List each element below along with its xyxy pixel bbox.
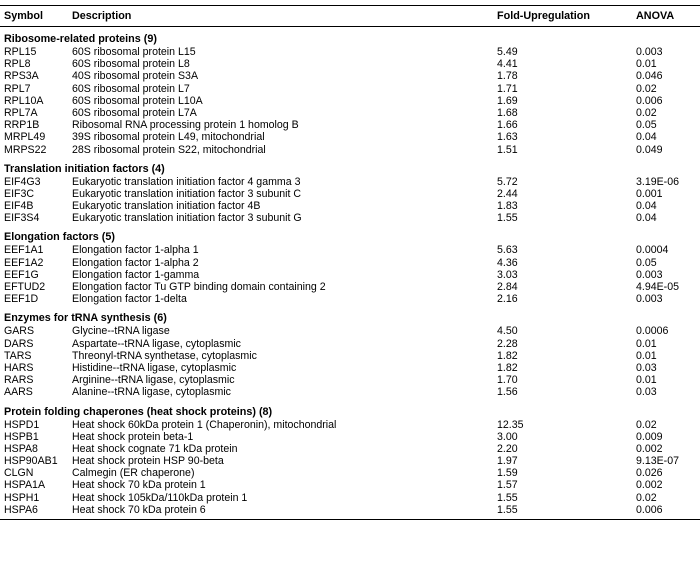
cell-description: 60S ribosomal protein L10A xyxy=(72,94,203,107)
table-row xyxy=(0,144,700,156)
cell-symbol: HSPA8 xyxy=(4,442,38,455)
cell-anova: 0.003 xyxy=(636,46,663,58)
cell-symbol: RPL15 xyxy=(4,46,37,58)
cell-symbol: RPL8 xyxy=(4,58,31,71)
cell-symbol: EEF1G xyxy=(4,268,39,281)
table-row xyxy=(0,479,700,491)
table-row xyxy=(0,107,700,119)
cell-anova: 0.0004 xyxy=(636,244,669,257)
cell-anova: 0.046 xyxy=(636,70,663,83)
cell-description: Heat shock 60kDa protein 1 (Chaperonin), mitochondrial xyxy=(72,418,337,431)
cell-anova: 0.002 xyxy=(636,442,663,455)
table-row xyxy=(0,443,700,455)
section-heading xyxy=(0,310,700,325)
table-row xyxy=(0,200,700,212)
table-body xyxy=(0,31,700,516)
cell-description: Threonyl-tRNA synthetase, cytoplasmic xyxy=(72,349,257,362)
cell-fold-upregulation: 1.70 xyxy=(497,374,518,387)
cell-anova: 0.026 xyxy=(636,467,663,480)
cell-anova: 0.01 xyxy=(636,374,657,387)
cell-fold-upregulation: 1.55 xyxy=(497,491,518,504)
table-row xyxy=(0,257,700,269)
cell-description: Heat shock 70 kDa protein 6 xyxy=(72,503,206,516)
cell-description: 60S ribosomal protein L8 xyxy=(72,58,190,71)
table-row xyxy=(0,244,700,256)
table-row xyxy=(0,95,700,107)
cell-anova: 0.003 xyxy=(636,268,663,281)
cell-symbol: HSPA1A xyxy=(4,479,46,492)
cell-description: Arginine--tRNA ligase, cytoplasmic xyxy=(72,374,235,387)
cell-symbol: DARS xyxy=(4,337,34,350)
cell-fold-upregulation: 1.59 xyxy=(497,467,518,480)
table-row xyxy=(0,431,700,443)
cell-anova: 0.01 xyxy=(636,337,657,350)
header-description: Description xyxy=(72,10,132,22)
cell-fold-upregulation: 4.50 xyxy=(497,325,518,338)
table-row xyxy=(0,293,700,305)
cell-fold-upregulation: 12.35 xyxy=(497,418,524,431)
cell-fold-upregulation: 1.51 xyxy=(497,143,518,156)
cell-anova: 0.002 xyxy=(636,479,663,492)
cell-symbol: RARS xyxy=(4,374,34,387)
cell-anova: 0.04 xyxy=(636,131,657,144)
cell-fold-upregulation: 2.20 xyxy=(497,442,518,455)
cell-symbol: AARS xyxy=(4,386,33,399)
cell-symbol: HARS xyxy=(4,361,34,374)
cell-fold-upregulation: 2.28 xyxy=(497,337,518,350)
cell-description: Elongation factor 1-delta xyxy=(72,293,187,306)
table-row xyxy=(0,70,700,82)
cell-symbol: EFTUD2 xyxy=(4,281,46,293)
table-row xyxy=(0,350,700,362)
cell-symbol: EIF4B xyxy=(4,200,34,213)
cell-description: Heat shock protein beta-1 xyxy=(72,430,194,443)
table-row xyxy=(0,492,700,504)
cell-description: Elongation factor Tu GTP binding domain containing 2 xyxy=(72,281,326,293)
table-row xyxy=(0,419,700,431)
cell-description: 60S ribosomal protein L15 xyxy=(72,46,196,58)
cell-fold-upregulation: 3.00 xyxy=(497,430,518,443)
cell-symbol: EIF3C xyxy=(4,187,35,200)
cell-anova: 0.003 xyxy=(636,293,663,306)
section-heading xyxy=(0,31,700,46)
cell-fold-upregulation: 1.69 xyxy=(497,94,518,107)
cell-description: 28S ribosomal protein S22, mitochondrial xyxy=(72,143,266,156)
cell-description: Ribosomal RNA processing protein 1 homolog B xyxy=(72,119,299,132)
cell-anova: 0.001 xyxy=(636,187,663,200)
cell-description: Aspartate--tRNA ligase, cytoplasmic xyxy=(72,337,241,350)
cell-fold-upregulation: 1.78 xyxy=(497,70,518,83)
table-row xyxy=(0,176,700,188)
cell-anova: 0.05 xyxy=(636,119,657,132)
cell-anova: 9.13E-07 xyxy=(636,455,679,468)
cell-symbol: RRP1B xyxy=(4,119,40,132)
cell-description: Histidine--tRNA ligase, cytoplasmic xyxy=(72,361,237,374)
cell-description: 60S ribosomal protein L7 xyxy=(72,82,190,95)
cell-symbol: EEF1D xyxy=(4,293,39,306)
cell-anova: 0.049 xyxy=(636,143,663,156)
cell-description: Heat shock protein HSP 90-beta xyxy=(72,455,224,468)
cell-symbol: EIF4G3 xyxy=(4,175,41,188)
cell-symbol: MRPL49 xyxy=(4,131,46,144)
cell-fold-upregulation: 1.55 xyxy=(497,212,518,225)
cell-fold-upregulation: 1.68 xyxy=(497,106,518,119)
cell-fold-upregulation: 1.82 xyxy=(497,361,518,374)
cell-anova: 4.94E-05 xyxy=(636,281,679,293)
cell-description: Glycine--tRNA ligase xyxy=(72,325,170,338)
cell-fold-upregulation: 1.66 xyxy=(497,119,518,132)
table-row xyxy=(0,119,700,131)
cell-anova: 0.006 xyxy=(636,94,663,107)
section-title: Translation initiation factors (4) xyxy=(4,162,165,175)
cell-symbol: RPL7 xyxy=(4,82,31,95)
table-row xyxy=(0,281,700,293)
cell-fold-upregulation: 1.97 xyxy=(497,455,518,468)
cell-fold-upregulation: 1.83 xyxy=(497,200,518,213)
table-row xyxy=(0,362,700,374)
cell-description: Heat shock cognate 71 kDa protein xyxy=(72,442,238,455)
section-heading xyxy=(0,404,700,419)
table-row xyxy=(0,386,700,398)
table-row xyxy=(0,374,700,386)
cell-description: Heat shock 105kDa/110kDa protein 1 xyxy=(72,491,248,504)
cell-fold-upregulation: 4.36 xyxy=(497,256,518,269)
section-heading xyxy=(0,229,700,244)
cell-anova: 3.19E-06 xyxy=(636,175,679,188)
cell-anova: 0.02 xyxy=(636,418,657,431)
cell-anova: 0.02 xyxy=(636,106,657,119)
section-title: Ribosome-related proteins (9) xyxy=(4,33,157,45)
table-row xyxy=(0,504,700,516)
cell-fold-upregulation: 1.63 xyxy=(497,131,518,144)
cell-description: Eukaryotic translation initiation factor 4 gamma 3 xyxy=(72,175,301,188)
table-row xyxy=(0,338,700,350)
cell-symbol: RPL10A xyxy=(4,94,44,107)
cell-fold-upregulation: 1.82 xyxy=(497,349,518,362)
cell-description: Calmegin (ER chaperone) xyxy=(72,467,195,480)
cell-symbol: HSPD1 xyxy=(4,418,40,431)
cell-fold-upregulation: 1.57 xyxy=(497,479,518,492)
cell-anova: 0.02 xyxy=(636,491,657,504)
table-row xyxy=(0,325,700,337)
cell-symbol: HSPA6 xyxy=(4,503,38,516)
cell-description: Elongation factor 1-alpha 1 xyxy=(72,244,199,257)
cell-description: Eukaryotic translation initiation factor 3 subunit C xyxy=(72,187,302,200)
cell-description: 40S ribosomal protein S3A xyxy=(72,70,199,83)
cell-symbol: EEF1A2 xyxy=(4,256,44,269)
cell-fold-upregulation: 2.44 xyxy=(497,187,518,200)
cell-fold-upregulation: 1.71 xyxy=(497,82,518,95)
cell-description: 39S ribosomal protein L49, mitochondrial xyxy=(72,131,265,144)
cell-description: Eukaryotic translation initiation factor 4B xyxy=(72,200,261,213)
cell-description: Elongation factor 1-alpha 2 xyxy=(72,256,199,269)
cell-symbol: RPL7A xyxy=(4,106,38,119)
table-row xyxy=(0,131,700,143)
cell-symbol: HSP90AB1 xyxy=(4,455,58,468)
cell-symbol: HSPB1 xyxy=(4,430,39,443)
section-title: Enzymes for tRNA synthesis (6) xyxy=(4,312,167,325)
upregulated-proteins-table xyxy=(0,5,700,520)
cell-fold-upregulation: 5.63 xyxy=(497,244,518,257)
cell-fold-upregulation: 2.16 xyxy=(497,293,518,306)
cell-fold-upregulation: 1.55 xyxy=(497,503,518,516)
header-symbol: Symbol xyxy=(4,10,43,22)
cell-symbol: CLGN xyxy=(4,467,34,480)
section-heading xyxy=(0,161,700,176)
cell-anova: 0.03 xyxy=(636,361,657,374)
cell-anova: 0.006 xyxy=(636,503,663,516)
section-title: Elongation factors (5) xyxy=(4,231,115,244)
cell-symbol: TARS xyxy=(4,349,32,362)
cell-symbol: RPS3A xyxy=(4,70,39,83)
cell-symbol: HSPH1 xyxy=(4,491,40,504)
cell-symbol: GARS xyxy=(4,325,35,338)
header-anova: ANOVA xyxy=(636,10,675,22)
cell-anova: 0.03 xyxy=(636,386,657,399)
table-row xyxy=(0,212,700,224)
cell-description: Elongation factor 1-gamma xyxy=(72,268,200,281)
table-row xyxy=(0,83,700,95)
cell-anova: 0.01 xyxy=(636,349,657,362)
table-row xyxy=(0,58,700,70)
cell-symbol: EIF3S4 xyxy=(4,212,40,225)
cell-fold-upregulation: 2.84 xyxy=(497,281,518,293)
cell-fold-upregulation: 5.49 xyxy=(497,46,518,58)
cell-anova: 0.0006 xyxy=(636,325,669,338)
cell-symbol: EEF1A1 xyxy=(4,244,44,257)
cell-fold-upregulation: 3.03 xyxy=(497,268,518,281)
cell-fold-upregulation: 1.56 xyxy=(497,386,518,399)
cell-fold-upregulation: 4.41 xyxy=(497,58,518,71)
table-header-row xyxy=(0,6,700,26)
table-row xyxy=(0,269,700,281)
cell-anova: 0.009 xyxy=(636,430,663,443)
cell-anova: 0.04 xyxy=(636,200,657,213)
cell-description: Eukaryotic translation initiation factor 3 subunit G xyxy=(72,212,302,225)
table-row xyxy=(0,46,700,58)
section-title: Protein folding chaperones (heat shock proteins) (8) xyxy=(4,405,273,418)
cell-description: Heat shock 70 kDa protein 1 xyxy=(72,479,206,492)
table-row xyxy=(0,467,700,479)
cell-anova: 0.04 xyxy=(636,212,657,225)
table-row xyxy=(0,455,700,467)
cell-anova: 0.05 xyxy=(636,256,657,269)
cell-description: Alanine--tRNA ligase, cytoplasmic xyxy=(72,386,231,399)
bottom-rule xyxy=(0,519,700,520)
cell-anova: 0.01 xyxy=(636,58,657,71)
cell-fold-upregulation: 5.72 xyxy=(497,175,518,188)
header-fold-upregulation: Fold-Upregulation xyxy=(497,10,590,22)
cell-symbol: MRPS22 xyxy=(4,143,47,156)
cell-description: 60S ribosomal protein L7A xyxy=(72,106,197,119)
cell-anova: 0.02 xyxy=(636,82,657,95)
table-row xyxy=(0,188,700,200)
